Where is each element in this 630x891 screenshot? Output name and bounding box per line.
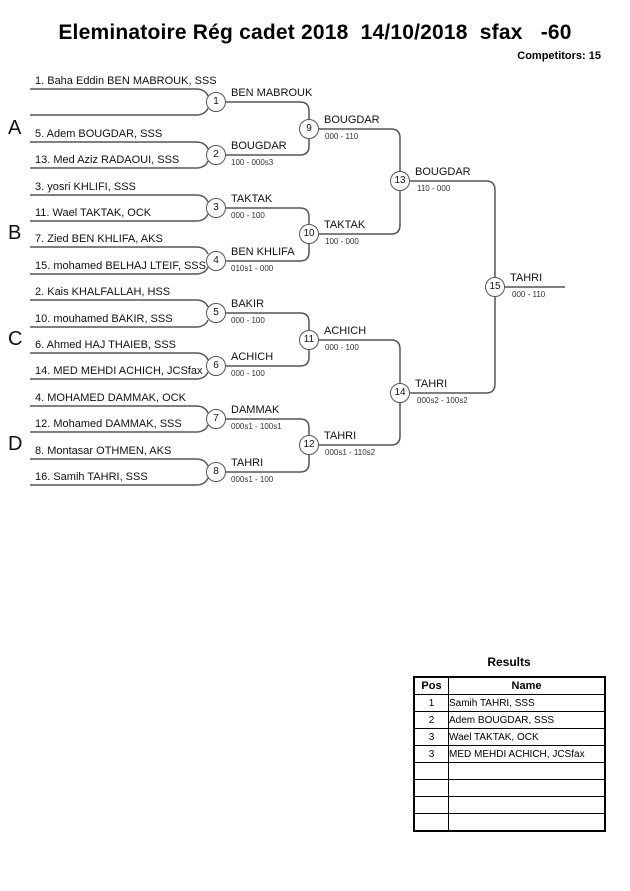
- table-row: [414, 797, 605, 814]
- winner-label: BOUGDAR: [231, 140, 287, 152]
- result-pos: 3: [414, 746, 449, 763]
- player-slot: 15. mohamed BELHAJ LTEIF, SSS: [35, 260, 206, 272]
- match-circle: 7: [206, 409, 226, 429]
- result-name: [449, 763, 606, 780]
- result-name: [449, 797, 606, 814]
- player-slot: 16. Samih TAHRI, SSS: [35, 471, 148, 483]
- winner-label: BOUGDAR: [324, 114, 380, 126]
- score-label: 000 - 100: [325, 343, 359, 352]
- winner-label: TAHRI: [231, 457, 264, 469]
- result-name: Wael TAKTAK, OCK: [449, 729, 606, 746]
- score-label: 100 - 000s3: [231, 158, 274, 167]
- winner-label: BAKIR: [231, 298, 265, 310]
- match-circle: 8: [206, 462, 226, 482]
- match-circle: 11: [299, 330, 319, 350]
- player-slot: 1. Baha Eddin BEN MABROUK, SSS: [35, 75, 217, 87]
- player-slot: 5. Adem BOUGDAR, SSS: [35, 128, 163, 140]
- competitors-count: Competitors: 15: [517, 50, 601, 62]
- player-slot: 6. Ahmed HAJ THAIEB, SSS: [35, 339, 177, 351]
- winner-label: ACHICH: [231, 351, 274, 363]
- player-slot: 3. yosri KHLIFI, SSS: [35, 181, 136, 193]
- group-label-c: C: [8, 328, 23, 350]
- result-pos: [414, 780, 449, 797]
- table-row: [414, 695, 605, 712]
- winner-label: DAMMAK: [231, 404, 280, 416]
- score-label: 100 - 000: [325, 237, 359, 246]
- winner-label: TAHRI: [415, 378, 448, 390]
- winner-label: BEN MABROUK: [231, 87, 313, 99]
- winner-label: ACHICH: [324, 325, 367, 337]
- score-label: 000s1 - 100s1: [231, 422, 282, 431]
- column-header-pos: Pos: [414, 677, 449, 695]
- group-label-a: A: [8, 117, 22, 139]
- score-label: 010s1 - 000: [231, 264, 274, 273]
- score-label: 000 - 100: [231, 369, 265, 378]
- winner-label: BOUGDAR: [415, 166, 471, 178]
- player-slot: 14. MED MEHDI ACHICH, JCSfax: [35, 365, 203, 377]
- match-circle: 12: [299, 435, 319, 455]
- result-pos: [414, 814, 449, 832]
- score-label: 000s2 - 100s2: [417, 396, 468, 405]
- score-label: 000 - 100: [231, 316, 265, 325]
- match-circle: 9: [299, 119, 319, 139]
- table-row: [414, 712, 605, 729]
- table-row: [414, 780, 605, 797]
- player-slot: 10. mouhamed BAKIR, SSS: [35, 313, 173, 325]
- column-header-name: Name: [449, 677, 606, 695]
- match-circle: 15: [485, 277, 505, 297]
- match-circle: 2: [206, 145, 226, 165]
- result-name: Adem BOUGDAR, SSS: [449, 712, 606, 729]
- result-pos: [414, 763, 449, 780]
- match-circle: 6: [206, 356, 226, 376]
- match-circle: 14: [390, 383, 410, 403]
- match-circle: 5: [206, 303, 226, 323]
- score-label: 000s1 - 110s2: [325, 448, 376, 457]
- result-pos: 2: [414, 712, 449, 729]
- match-circle: 3: [206, 198, 226, 218]
- result-name: MED MEHDI ACHICH, JCSfax: [449, 746, 606, 763]
- match-circle: 4: [206, 251, 226, 271]
- match-circle: 13: [390, 171, 410, 191]
- score-label: 110 - 000: [417, 184, 451, 193]
- table-row: [414, 763, 605, 780]
- winner-label: TAHRI: [510, 272, 543, 284]
- table-row: [414, 746, 605, 763]
- score-label: 000 - 110: [325, 132, 359, 141]
- score-label: 000 - 100: [231, 211, 265, 220]
- winner-label: TAHRI: [324, 430, 357, 442]
- page-title: Eleminatoire Rég cadet 2018 14/10/2018 sfax -60: [58, 21, 572, 44]
- player-slot: 8. Montasar OTHMEN, AKS: [35, 445, 172, 457]
- group-label-d: D: [8, 433, 23, 455]
- player-slot: 4. MOHAMED DAMMAK, OCK: [35, 392, 186, 404]
- result-name: [449, 780, 606, 797]
- score-label: 000s1 - 100: [231, 475, 274, 484]
- table-header-row: [414, 677, 605, 695]
- match-circle: 1: [206, 92, 226, 112]
- player-slot: 7. Zied BEN KHLIFA, AKS: [35, 233, 163, 245]
- match-circle: 10: [299, 224, 319, 244]
- results-title: Results: [487, 655, 531, 669]
- result-pos: 3: [414, 729, 449, 746]
- result-name: Samih TAHRI, SSS: [449, 695, 606, 712]
- results-table: [413, 676, 606, 832]
- winner-label: BEN KHLIFA: [231, 246, 295, 258]
- result-pos: 1: [414, 695, 449, 712]
- winner-label: TAKTAK: [231, 193, 273, 205]
- group-label-b: B: [8, 222, 22, 244]
- result-pos: [414, 797, 449, 814]
- player-slot: 12. Mohamed DAMMAK, SSS: [35, 418, 182, 430]
- player-slot: 11. Wael TAKTAK, OCK: [35, 207, 152, 219]
- winner-label: TAKTAK: [324, 219, 366, 231]
- result-name: [449, 814, 606, 832]
- score-label: 000 - 110: [512, 290, 546, 299]
- table-row: [414, 729, 605, 746]
- player-slot: 2. Kais KHALFALLAH, HSS: [35, 286, 171, 298]
- player-slot: 13. Med Aziz RADAOUI, SSS: [35, 154, 180, 166]
- table-row: [414, 814, 605, 832]
